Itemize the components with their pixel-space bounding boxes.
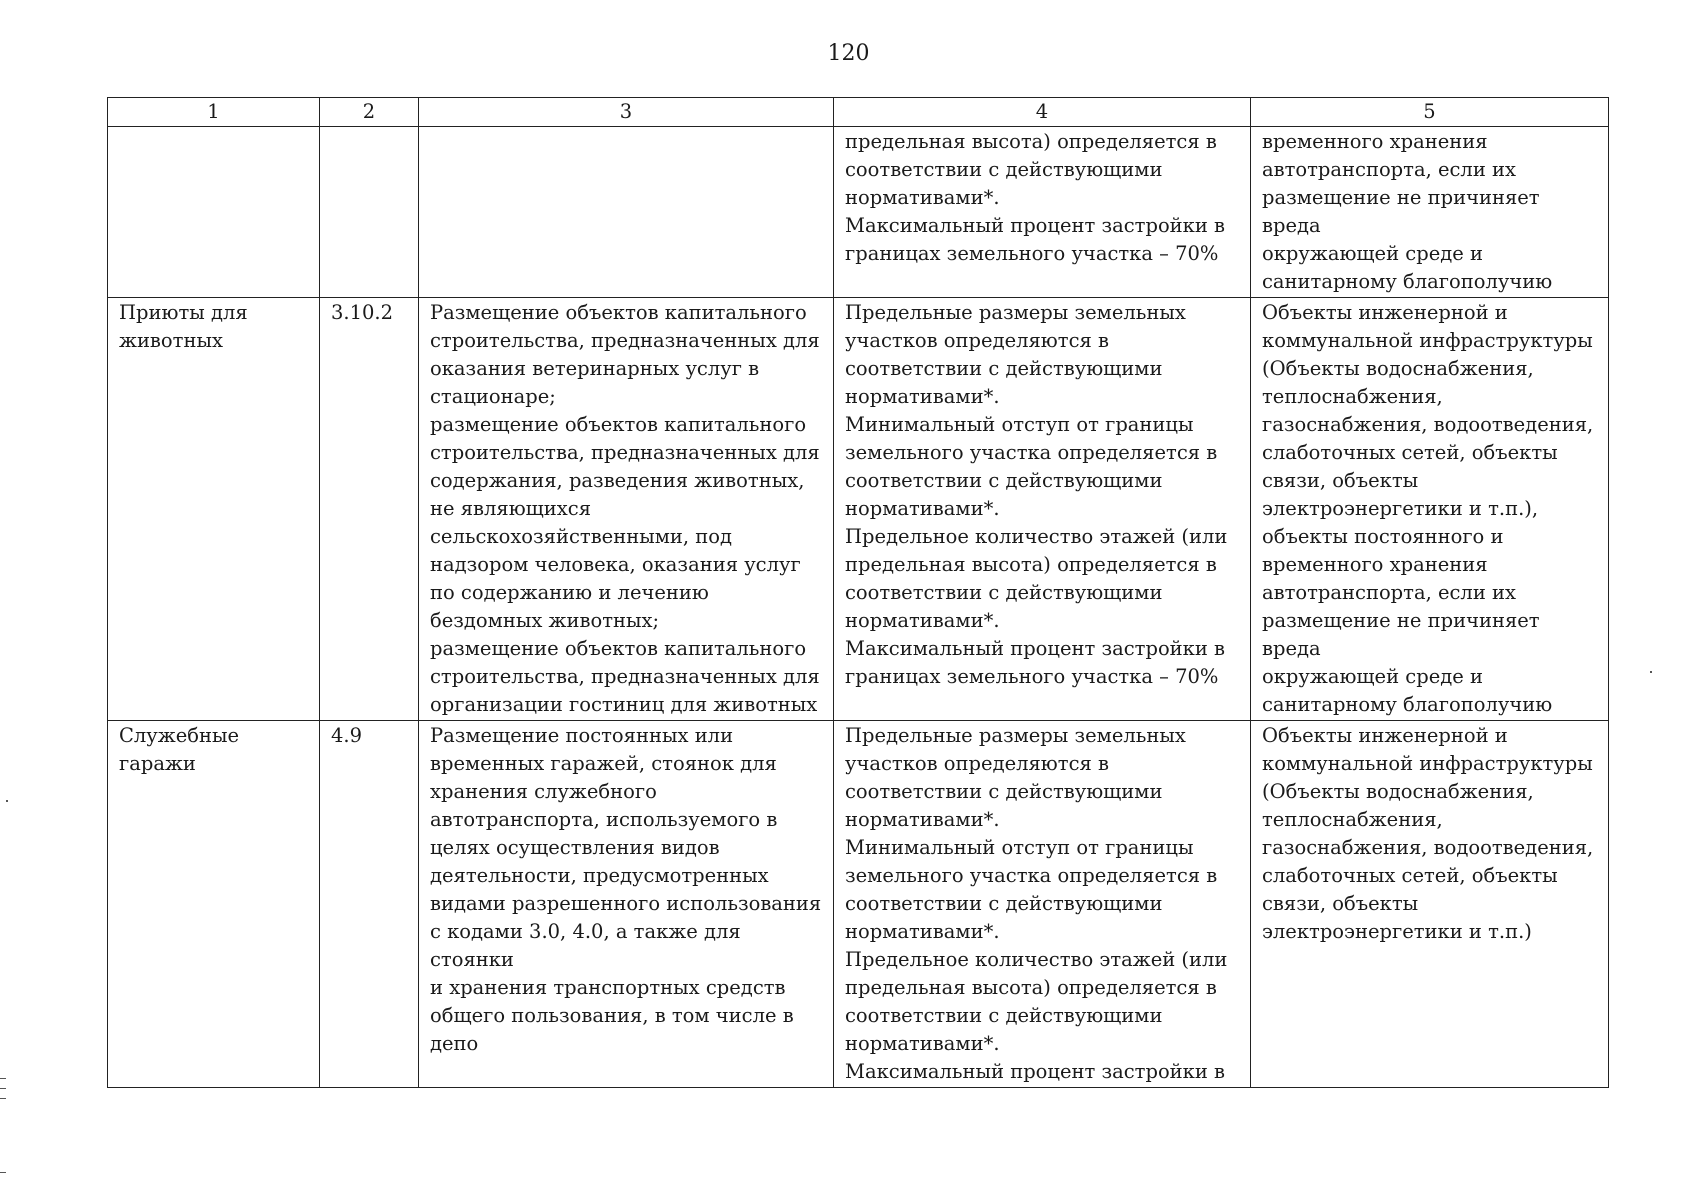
cell-code (320, 127, 419, 298)
page-number: 120 (827, 41, 870, 66)
scan-speck (1650, 671, 1652, 673)
scan-speck (0, 1172, 6, 1173)
cell-code: 4.9 (320, 721, 419, 1088)
header-col-1: 1 (108, 98, 320, 127)
cell-conditional: Объекты инженерной и коммунальной инфраструктуры (Объекты водоснабжения, теплоснабжения, газоснабжения, водоотведения, слаботочных сетей, объекты связи, объекты электроэнергетики и т.п.) (1251, 721, 1609, 1088)
cell-conditional: временного хранения автотранспорта, если их размещение не причиняет вреда окружающей среде и санитарному благополучию (1251, 127, 1609, 298)
cell-parameters: Предельные размеры земельных участков определяются в соответствии с действующими нормативами*. Минимальный отступ от границы земельного участка определяется в соответствии с действующими нормативами*. Предельное количество этажей (или предельная высота) определяется в соответствии с действующими нормативами*. Максимальный процент застройки в границах земельного участка – 70% (834, 298, 1251, 721)
cell-description: Размещение постоянных или временных гаражей, стоянок для хранения служебного автотранспорта, используемого в целях осуществления видов деятельности, предусмотренных видами разрешенного использования с кодами 3.0, 4.0, а также для стоянки и хранения транспортных средств общего пользования, в том числе в депо (419, 721, 834, 1088)
header-col-3: 3 (419, 98, 834, 127)
cell-parameters: Предельные размеры земельных участков определяются в соответствии с действующими нормативами*. Минимальный отступ от границы земельного участка определяется в соответствии с действующими нормативами*. Предельное количество этажей (или предельная высота) определяется в соответствии с действующими нормативами*. Максимальный процент застройки в (834, 721, 1251, 1088)
cell-code: 3.10.2 (320, 298, 419, 721)
table-header-row (108, 98, 1609, 127)
cell-name: Служебные гаражи (108, 721, 320, 1088)
cell-description: Размещение объектов капитального строительства, предназначенных для оказания ветеринарных услуг в стационаре; размещение объектов капитального строительства, предназначенных для содержания, разведения животных, не являющихся сельскохозяйственными, под надзором человека, оказания услуг по содержанию и лечению бездомных животных; размещение объектов капитального строительства, предназначенных для организации гостиниц для животных (419, 298, 834, 721)
cell-name (108, 127, 320, 298)
table-row-service-garages (108, 721, 1609, 1088)
scan-speck (0, 1088, 6, 1089)
scan-speck (6, 800, 8, 802)
zoning-table (107, 97, 1609, 1088)
header-col-4: 4 (834, 98, 1251, 127)
cell-conditional: Объекты инженерной и коммунальной инфраструктуры (Объекты водоснабжения, теплоснабжения, газоснабжения, водоотведения, слаботочных сетей, объекты связи, объекты электроэнергетики и т.п.), объекты постоянного и временного хранения автотранспорта, если их размещение не причиняет вреда окружающей среде и санитарному благополучию (1251, 298, 1609, 721)
scan-speck (0, 1078, 6, 1079)
table-row-animal-shelters (108, 298, 1609, 721)
header-col-5: 5 (1251, 98, 1609, 127)
header-col-2: 2 (320, 98, 419, 127)
cell-parameters: предельная высота) определяется в соответствии с действующими нормативами*. Максимальный процент застройки в границах земельного участка – 70% (834, 127, 1251, 298)
cell-name: Приюты для животных (108, 298, 320, 721)
cell-description (419, 127, 834, 298)
table-row-continuation (108, 127, 1609, 298)
scan-speck (0, 1098, 6, 1099)
